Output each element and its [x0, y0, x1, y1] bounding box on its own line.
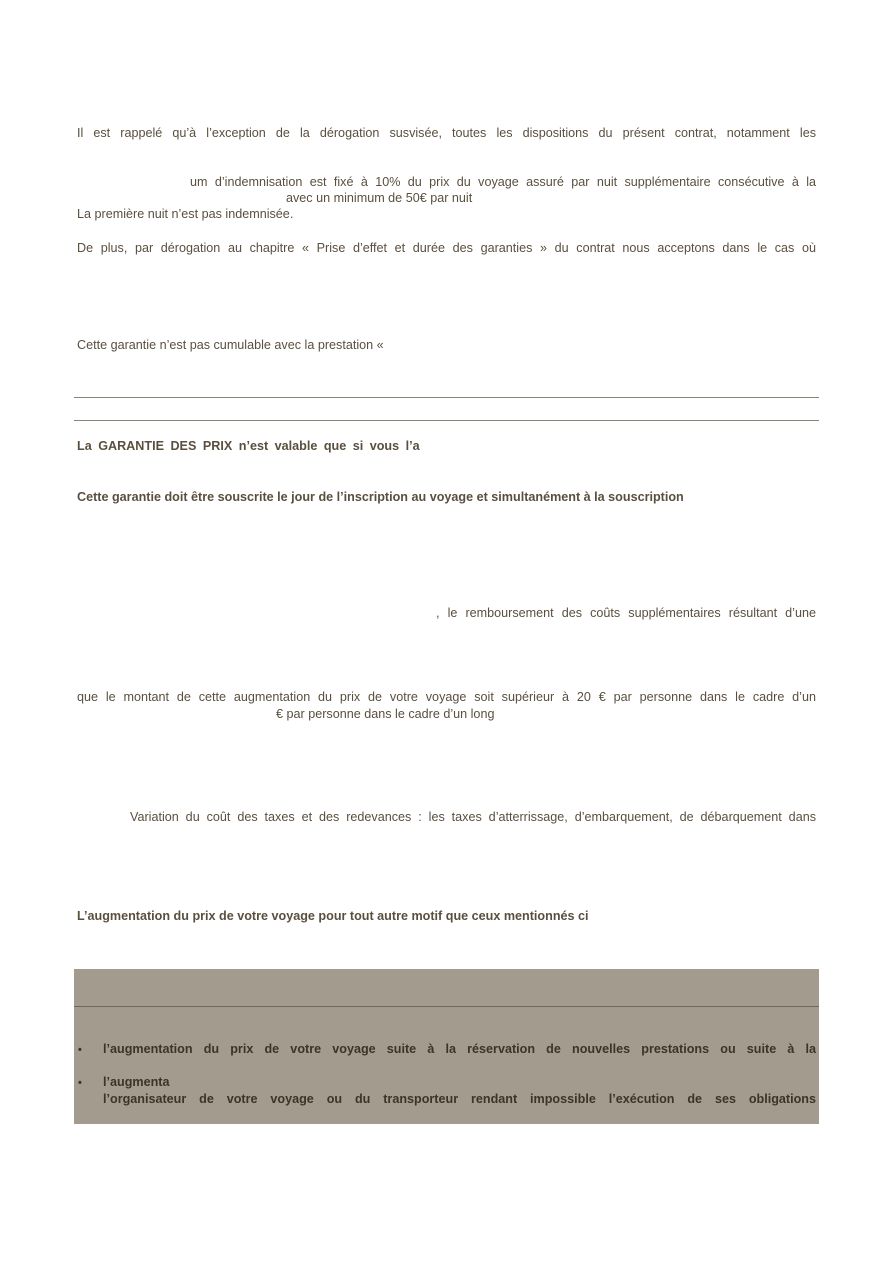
paragraph-not-cumulative: Cette garantie n’est pas cumulable avec la prestation « — [77, 338, 384, 352]
exclusion-item-new-services: l’augmentation du prix de votre voyage suite à la réservation de nouvelles prestations ou suite à la — [103, 1042, 816, 1056]
taxes-variation-text: Variation du coût des taxes et des redevances : les taxes d’atterrissage, d’embarquement, de débarquement dans — [130, 810, 816, 824]
bullet-icon: • — [78, 1077, 82, 1089]
exclusion-item-increase: l’augmenta — [103, 1075, 170, 1089]
paragraph-first-night: La première nuit n’est pas indemnisée. — [77, 207, 294, 221]
exclusion-item-organizer-obligations: l’organisateur de votre voyage ou du transporteur rendant impossible l’exécution de ses obligations — [103, 1092, 816, 1106]
reimbursement-text: , le remboursement des coûts supplémentaires résultant d’une — [436, 606, 816, 620]
exclusions-box — [74, 969, 819, 1124]
paragraph-derogation-reminder: Il est rappelé qu’à l’exception de la dérogation susvisée, toutes les dispositions du présent contrat, notamment les — [77, 126, 816, 140]
increase-condition-text: que le montant de cette augmentation du prix de votre voyage soit supérieur à 20 € par personne dans le cadre d’un — [77, 690, 816, 704]
section-divider-top — [74, 397, 819, 398]
paragraph-indemnity-rate: um d’indemnisation est fixé à 10% du prix du voyage assuré par nuit supplémentaire consécutive à la — [190, 175, 816, 189]
paragraph-effective-date-derogation: De plus, par dérogation au chapitre « Prise d’effet et durée des garanties » du contrat nous acceptons dans le cas où — [77, 241, 816, 255]
exclusions-box-divider — [74, 1006, 819, 1007]
bullet-icon: • — [78, 1044, 82, 1056]
guarantee-subscription-text: Cette garantie doit être souscrite le jour de l’inscription au voyage et simultanément à la souscription — [77, 490, 684, 504]
paragraph-indemnity-minimum: avec un minimum de 50€ par nuit — [286, 191, 473, 205]
section-divider-bottom — [74, 420, 819, 421]
other-motive-increase-text: L’augmentation du prix de votre voyage pour tout autre motif que ceux mentionnés ci — [77, 909, 589, 923]
guarantee-validity-text: La GARANTIE DES PRIX n’est valable que si vous l’a — [77, 439, 420, 453]
increase-condition-long-haul: € par personne dans le cadre d’un long — [276, 707, 495, 721]
